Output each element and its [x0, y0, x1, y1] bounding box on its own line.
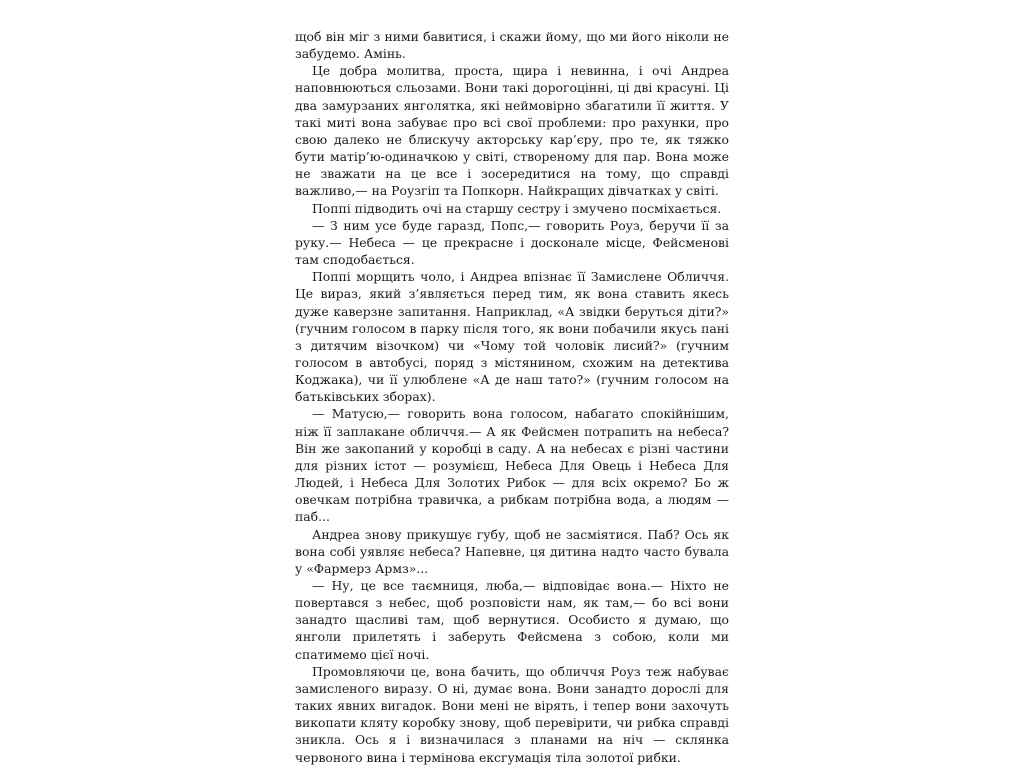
paragraph-rose-reply: — З ним усе буде гаразд, Попс,— говорить Роуз, беручи її за руку.— Небеса — це прекрасне і досконале місце, Фейсменові там сподобається. [295, 217, 729, 268]
paragraph-poppy-smiles: Поппі підводить очі на старшу сестру і змучено посміхається. [312, 200, 722, 216]
paragraph-andrea-laugh: Андреа знову прикушує губу, щоб не засміятися. Паб? Ось як вона собі уявляє небеса? Напевне, ця дитина надто часто бувала у «Фармерз Армз»... [295, 526, 729, 576]
paragraph-mystery: — Ну, це все таємниця, люба,— відповідає вона.— Ніхто не повертався з небес, щоб розповісти нам, як там,— бо всі вони занадто щасливі там, щоб вернутися. Особисто я думаю, що янголи прилетять і заберуть Фейсмена з собою, коли ми спатимемо цієї ночі. [295, 578, 729, 662]
paragraph-thinking-face: Поппі морщить чоло, і Андреа впізнає її Замислене Обличчя. Це вираз, який з’являється перед тим, як вона ставить якесь дуже каверзне запитання. Наприклад, «А звідки беруться діти?» (гучним голосом в парку після того, як вони побачили якусь пані з дитячим візочком) чи «Чому той чоловік лисий?» (гучним голосом в автобусі, поряд з містянином, схожим на детектива Коджака), чи її улюблене «А де наш тато?» (гучним голосом на батьківських зборах). [295, 269, 729, 405]
book-page [295, 28, 729, 766]
paragraph-poppy-question: — Матусю,— говорить вона голосом, набагато спокійнішим, ніж її заплакане обличчя.— А як Фейсмен потрапить на небеса? Він же закопаний у коробці в саду. А на небесах є різні частини для різних істот — розумієш, Небеса Для Овець і Небеса Для Людей, і Небеса Для Золотих Рибок — для всіх окремо? Бо ж овечкам потрібна травичка, а рибкам потрібна вода, а людям — паб... [295, 406, 729, 525]
paragraph-continued: щоб він міг з ними бавитися, і скажи йому, що ми його ніколи не забудемо. Амінь. [295, 29, 729, 62]
paragraph-rose-thinking: Промовляючи це, вона бачить, що обличчя Роуз теж набуває замисленого виразу. О ні, думає вона. Вони занадто дорослі для таких явних вигадок. Вони мені не вірять, і тепер вони захочуть викопати кляту коробку знову, щоб перевірити, чи рибка справді зникла. Ось я і визначилася з планами на ніч — склянка червоного вина і термінова ексгумація тіла золотої рибки. [295, 663, 729, 765]
paragraph-prayer: Це добра молитва, проста, щира і невинна, і очі Андреа наповнюються сльозами. Вони такі дорогоцінні, ці дві красуні. Ці два замурзаних янголятка, які неймовірно збагатили її життя. У такі миті вона забуває про всі свої проблеми: про рахунки, про свою далеко не блискучу акторську кар’єру, про те, як тяжко бути матір’ю-одиначкою у світі, створеному для пар. Вона може не зважати на це все і зосередитися на тому, що справді важливо,— на Роузгіп та Попкорн. Найкращих дівчатках у світі. [295, 63, 729, 199]
